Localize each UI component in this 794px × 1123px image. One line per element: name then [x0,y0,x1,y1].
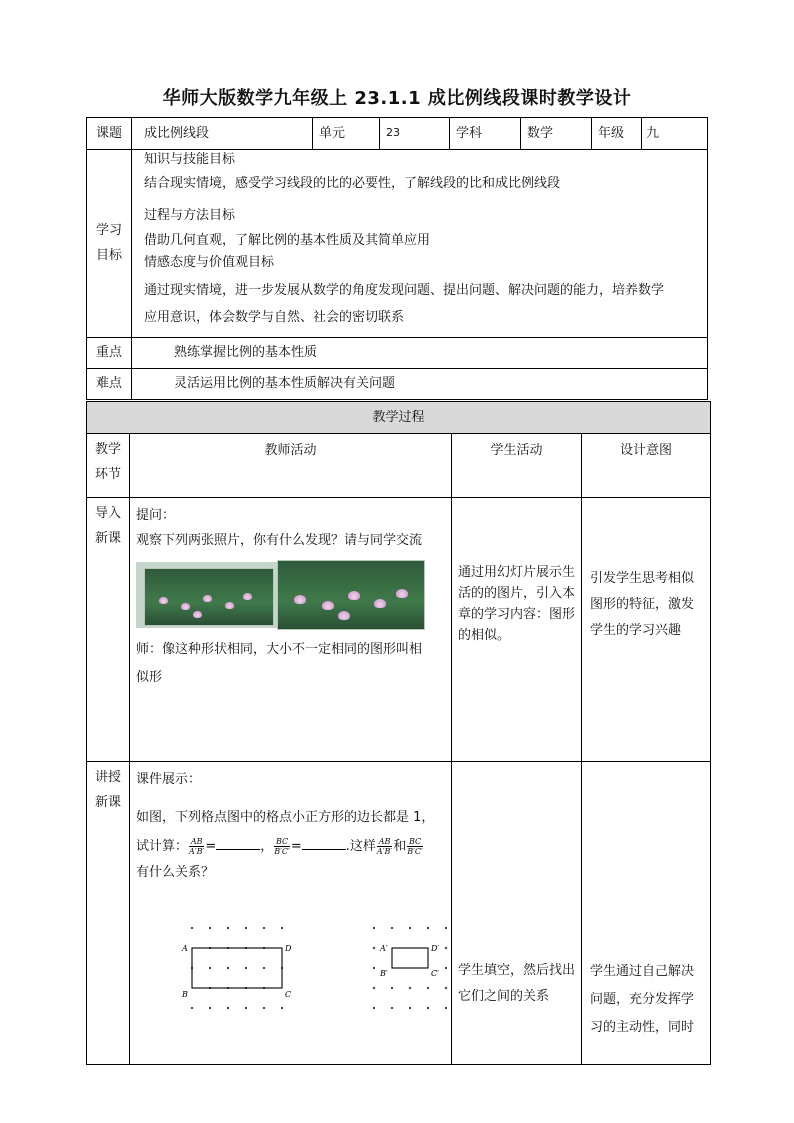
goals-label [87,150,132,338]
goal-line-2: 结合现实情境，感受学习线段的比的必要性，了解线段的比和成比例线段 [144,176,561,191]
lecture-question-line2 [136,832,447,862]
lily-flower [396,589,408,598]
goal-line-5: 情感态度与价值观目标 [144,255,275,270]
goals-label-line1: 学习 [95,222,122,238]
goal-line-3: 过程与方法目标 [144,208,236,223]
lily-flower [322,601,334,610]
then-text: .这样 [345,839,376,854]
rectangle-a2b2c2d2 [392,948,428,968]
grade-label: 年级 [592,118,642,150]
photo-large [277,560,425,630]
intro-question-text: 观察下列两张照片，你有什么发现？请与同学交流 [136,533,423,548]
intro-student-activity: 通过用幻灯片展示生活的的图片，引入本章的学习内容：图形的相似。 [452,498,582,762]
goal-line-6: 通过现实情境，进一步发展从数学的角度发现问题、提出问题、解决问题的能力，培养数学 [144,283,665,298]
lily-flower [338,611,350,620]
and-text: 和 [393,839,407,854]
fraction-bc [274,837,290,856]
lecture-stage [87,762,130,1065]
intro-teacher-line1: 师：像这种形状相同，大小不一定相同的图形叫相 [136,642,423,657]
unit-value: 23 [380,118,450,150]
goal-line-4: 借助几何直观，了解比例的基本性质及其简单应用 [144,233,431,248]
key-point-label: 重点 [87,338,132,369]
lily-flower [294,595,306,604]
label-d-prime: D′ [431,944,440,953]
intro-teacher-line2: 似形 [136,670,163,685]
page-title: 华师大版数学九年级上 23.1.1 成比例线段课时教学设计 [162,88,632,109]
lily-flower [243,593,252,600]
intro-teacher-activity [130,498,452,762]
process-header: 教学过程 [87,402,711,434]
lesson-info-table [86,117,708,400]
stage-col-header [87,434,130,498]
equals-1: = [205,839,217,854]
lecture-stage-line2: 新课 [94,794,121,810]
lecture-question-line3: 有什么关系？ [136,865,215,880]
intro-question-label: 提问： [136,508,176,523]
key-point-text: 熟练掌握比例的基本性质 [132,338,708,369]
photo-small [144,568,274,626]
intro-stage [87,498,130,762]
fraction-ab-ref [377,837,392,856]
fraction-bc-ref [407,837,423,856]
fraction-ab [189,837,204,856]
lily-flower [348,591,360,600]
lily-flower [193,611,202,618]
intent-col-header: 设计意图 [582,434,711,498]
intro-stage-line2: 新课 [94,530,121,546]
calc-prefix: 试计算： [136,839,189,854]
fraction-bc-num: BC [275,837,289,846]
topic-label: 课题 [87,118,132,150]
stage-col-header-line1: 教学 [94,442,121,457]
intro-stage-line1: 导入 [94,506,121,521]
courseware-label: 课件展示： [136,772,202,787]
label-c: C [285,990,292,999]
stage-col-header-line2: 环节 [94,466,121,482]
equals-2: = [290,839,302,854]
student-col-header: 学生活动 [452,434,582,498]
fraction-bc-den: B′C′ [274,847,290,856]
lecture-teacher-activity [130,762,452,1065]
fraction-bc-ref-num: BC [408,837,422,846]
fraction-ab-ref-den: A′B′ [376,847,393,856]
fraction-ab-ref-num: AB [378,837,391,846]
label-a-prime: A′ [380,944,388,953]
lily-flower [374,599,386,608]
subject-label: 学科 [450,118,521,150]
goals-label-line2: 目标 [95,247,122,263]
teacher-col-header: 教师活动 [130,434,452,498]
answer-blank-2[interactable] [302,837,346,850]
fraction-ab-den: A′B′ [189,847,205,856]
label-d: D [285,944,292,953]
grade-value: 九 [642,118,708,150]
lily-flower [203,595,212,602]
teaching-process-table [86,401,711,1065]
lily-flower [181,603,190,610]
lattice-diagrams [130,912,452,1022]
topic-value: 成比例线段 [132,118,313,150]
rectangle-abcd [192,948,282,988]
difficulty-label: 难点 [87,369,132,400]
intro-design-intent: 引发学生思考相似图形的特征，激发学生的学习兴趣 [582,498,711,762]
lattice-dots-left [191,927,283,1009]
label-b: B [182,990,188,999]
comma-separator: ， [260,839,274,854]
lecture-design-intent: 学生通过自己解决问题，充分发挥学习的主动性，同时 [582,762,711,1065]
lily-flower [159,597,168,604]
answer-blank-1[interactable] [216,837,260,850]
lily-flower [225,602,234,609]
goals-content [132,150,708,338]
water-lily-photos [136,562,424,628]
lecture-question-line1: 如图，下列格点图中的格点小正方形的边长都是 1， [136,810,435,825]
goal-line-1: 知识与技能目标 [144,152,236,167]
lecture-stage-line1: 讲授 [94,770,121,785]
label-a: A [182,944,188,953]
label-b-prime: B′ [380,969,388,978]
label-c-prime: C′ [431,969,439,978]
difficulty-text: 灵活运用比例的基本性质解决有关问题 [132,369,708,400]
unit-label: 单元 [313,118,380,150]
fraction-ab-num: AB [190,837,203,846]
fraction-bc-ref-den: B′C′ [407,847,423,856]
subject-value: 数学 [521,118,592,150]
lecture-student-activity: 学生填空，然后找出它们之间的关系 [452,762,582,1065]
goal-line-7: 应用意识，体会数学与自然、社会的密切联系 [144,310,405,325]
